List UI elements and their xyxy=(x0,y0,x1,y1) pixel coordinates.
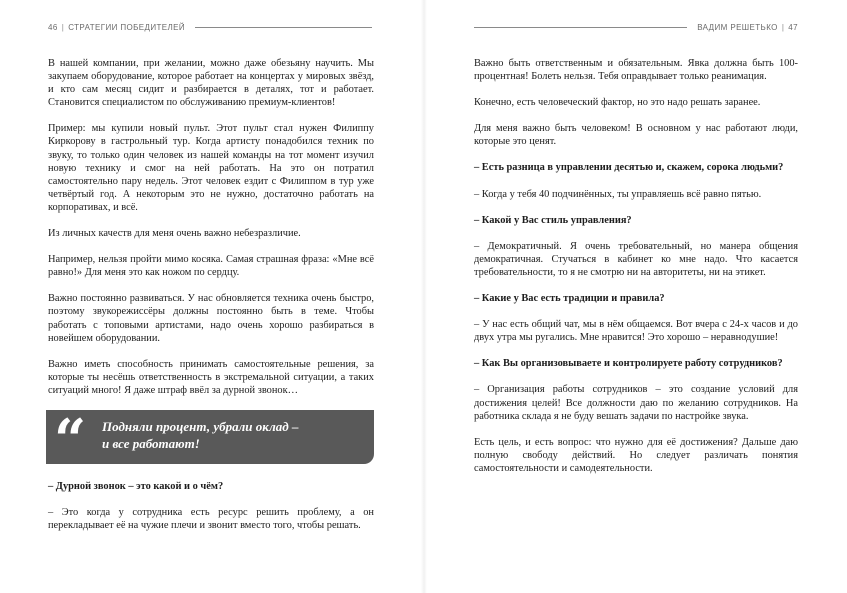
left-text-column xyxy=(48,57,374,545)
paragraph: Из личных качеств для меня очень важно небезразличие. xyxy=(48,228,301,240)
paragraph: Для меня важно быть человеком! В основном у нас работают люди, которые это ценят. xyxy=(474,123,798,148)
pull-quote-line: и все работают! xyxy=(102,435,200,451)
paragraph: В нашей компании, при желании, можно даже обезьяну научить. Мы закупаем оборудование, которое работает на концертах у мировых звёзд, и кто сам месяц сидит и разбирается в деталях, тот и работает. Становится специалистом по обслуживанию премиум-клиентов! xyxy=(48,58,374,109)
pull-quote-box xyxy=(46,406,374,473)
paragraph: Например, нельзя пройти мимо косяка. Самая страшная фраза: «Мне всё равно!» Для меня это как ножом по сердцу. xyxy=(48,254,374,279)
right-text-column xyxy=(474,57,798,488)
interview-question: – Какой у Вас стиль управления? xyxy=(474,214,632,226)
interview-question: – Как Вы организовываете и контролируете работу сотрудников? xyxy=(474,358,783,370)
pull-quote-text xyxy=(102,418,342,452)
interview-question: – Дурной звонок – это какой и о чём? xyxy=(48,480,224,492)
header-rule xyxy=(474,27,687,28)
pull-quote-line: Подняли процент, убрали оклад – xyxy=(102,418,299,434)
page-number: 47 xyxy=(788,22,798,32)
quote-mark-icon: “ xyxy=(54,406,87,473)
paragraph: Важно постоянно развиваться. У нас обновляется техника очень быстро, поэтому звукорежиссёры должны постоянно быть в теме. Чтобы работать с топовыми артистами, надо очень хорошо разбираться в новейшем оборудовании. xyxy=(48,293,374,344)
interview-answer: – Это когда у сотрудника есть ресурс решить проблему, а он перекладывает её на чужие плечи и звонит вместо того, чтобы решать. xyxy=(48,507,374,532)
header-separator: | xyxy=(61,22,65,32)
interview-question: – Есть разница в управлении десятью и, скажем, сорока людьми? xyxy=(474,162,784,174)
paragraph: Важно иметь способность принимать самостоятельные решения, за которые ты несёшь ответственность в экстремальной ситуации, а таких ситуаций много! Я даже штраф ввёл за дурной звонок… xyxy=(48,358,374,396)
author-name: ВАДИМ РЕШЕТЬКО xyxy=(697,22,778,32)
interview-question: – Какие у Вас есть традиции и правила? xyxy=(474,293,665,305)
interview-answer: – Когда у тебя 40 подчинённых, ты управляешь всё равно пятью. xyxy=(474,188,762,200)
paragraph: Есть цель, и есть вопрос: что нужно для её достижения? Дальше даю полную свободу действий. Но следует различать понятия самостоятельности и самодеятельности. xyxy=(474,436,798,474)
header-rule xyxy=(195,27,372,28)
header-separator: | xyxy=(781,22,785,32)
paragraph: Важно быть ответственным и обязательным. Явка должна быть 100-процентная! Болеть нельзя. Тебя оправдывает только реанимация. xyxy=(474,58,798,83)
page-number: 46 xyxy=(48,22,58,32)
paragraph: Конечно, есть человеческий фактор, но это надо решать заранее. xyxy=(474,97,761,109)
left-page xyxy=(0,0,423,593)
book-title: СТРАТЕГИИ ПОБЕДИТЕЛЕЙ xyxy=(68,22,186,32)
interview-answer: – У нас есть общий чат, мы в нём общаемся. Вот вчера с 24-х часов и до двух утра мы ругались. Мне нравится! Это хорошо – неравнодушие! xyxy=(474,319,798,344)
interview-answer: – Демократичный. Я очень требовательный, но манера общения демократичная. Стучаться в кабинет ко мне надо. Что касается требовательности, то я не смотрю ни на авторитеты, ни на этикет. xyxy=(474,240,798,278)
left-page-header xyxy=(48,21,372,33)
paragraph: Пример: мы купили новый пульт. Этот пульт стал нужен Филиппу Киркорову в гастрольный тур. Когда артисту понадобился техник по звуку, то только один человек из нашей команды на тот момент изучил новую технику и смог на ней работать. На это он потратил самостоятельно пару недель. Этот человек ездит с Филиппом в тур уже четвёртый год. А некоторым это не нужно, достаточно работать на корпоративах, и всё. xyxy=(48,123,374,213)
right-page-header xyxy=(474,21,798,33)
right-page xyxy=(424,0,847,593)
interview-answer: – Организация работы сотрудников – это создание условий для достижения целей! Все должности даю по желанию сотрудников. На работника склада я не буду вешать задачи по настройке звука. xyxy=(474,384,798,422)
